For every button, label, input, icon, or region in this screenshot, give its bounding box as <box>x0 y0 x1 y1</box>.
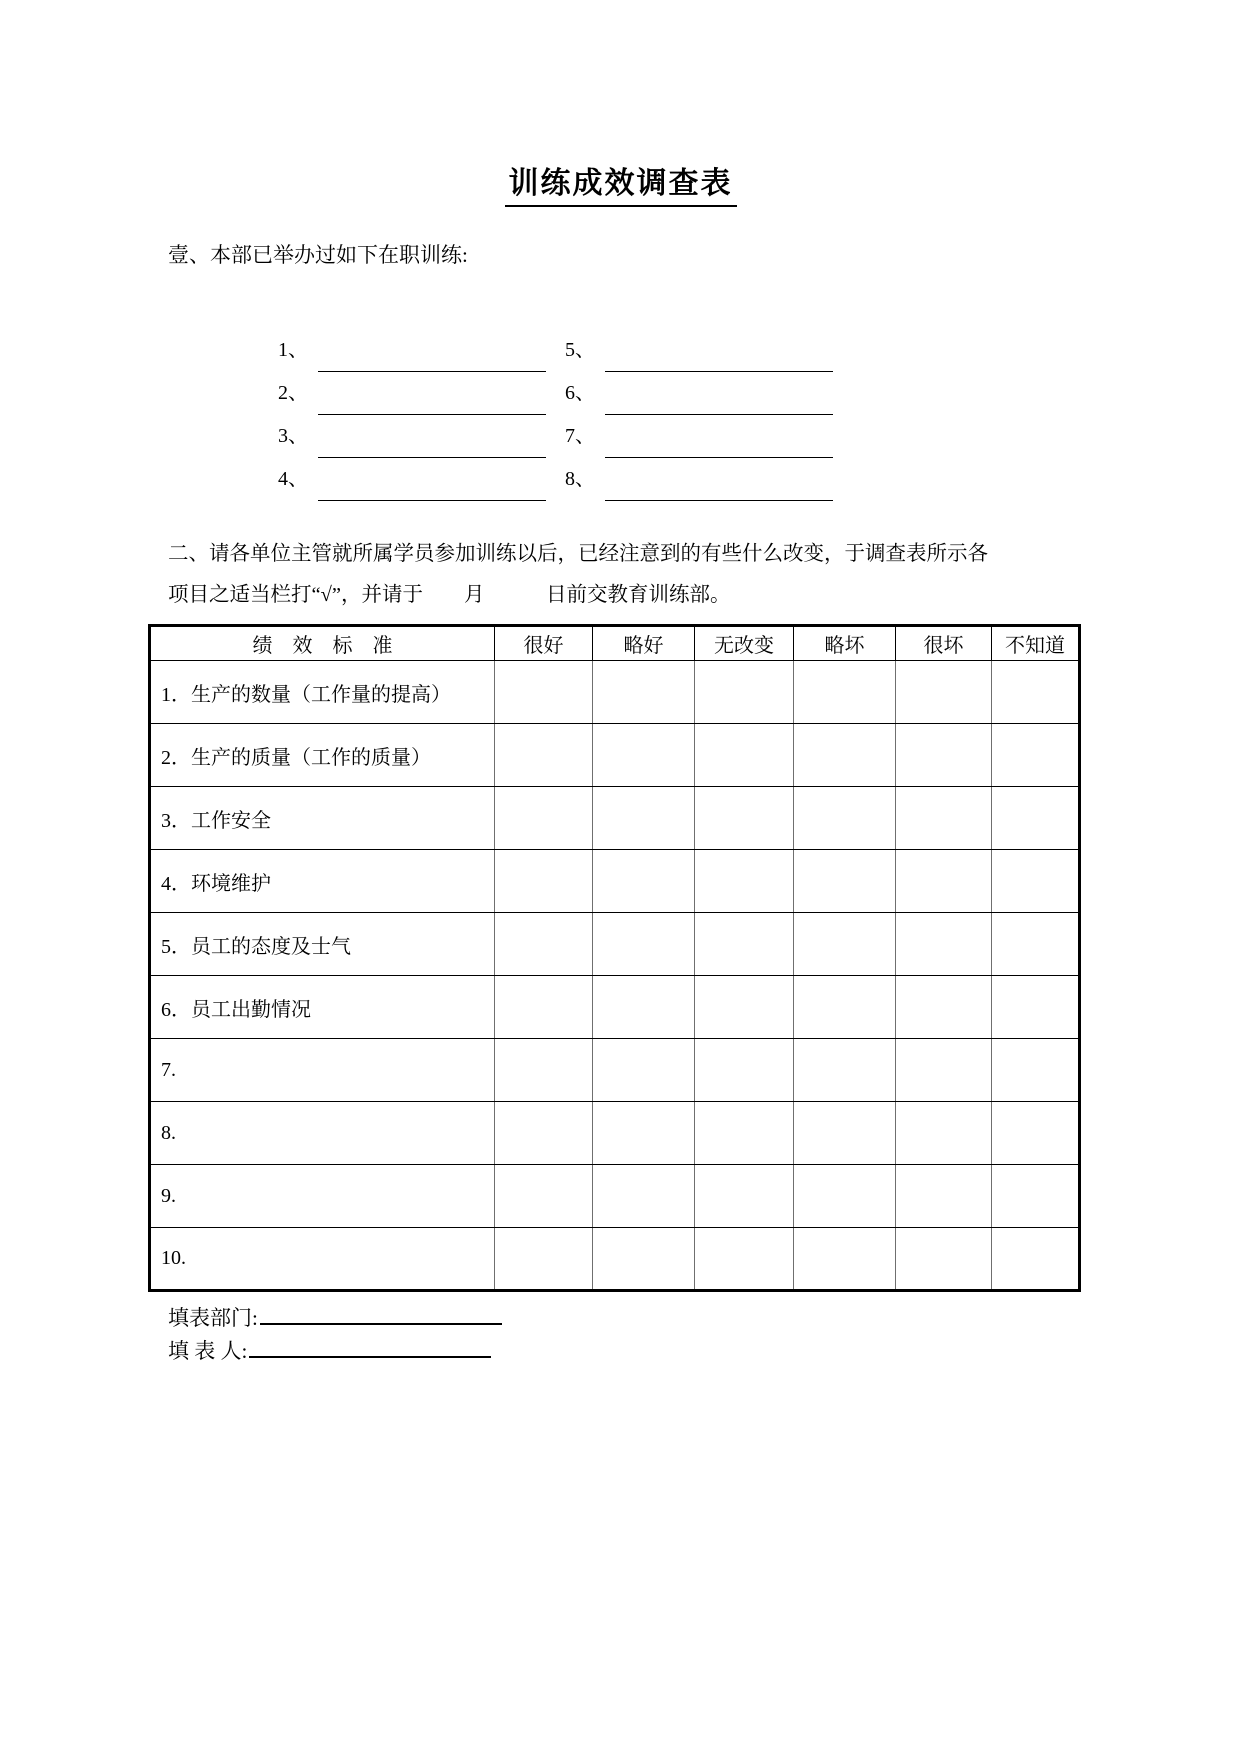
criteria-cell: 2．生产的质量（工作的质量） <box>150 724 495 787</box>
rating-cell[interactable] <box>495 1039 593 1102</box>
training-blanks-list <box>278 335 1078 494</box>
criteria-cell: 1．生产的数量（工作量的提高） <box>150 661 495 724</box>
blank-number: 7、 <box>565 425 595 447</box>
rating-cell[interactable] <box>495 1102 593 1165</box>
table-header-row <box>150 626 1080 661</box>
table-header-rating: 很坏 <box>896 626 992 661</box>
rating-cell[interactable] <box>495 913 593 976</box>
rating-cell[interactable] <box>593 1228 695 1291</box>
rating-cell[interactable] <box>593 787 695 850</box>
table-header-rating: 无改变 <box>695 626 794 661</box>
criteria-cell: 4．环境维护 <box>150 850 495 913</box>
table-row <box>150 1228 1080 1291</box>
training-blank-row <box>278 335 1078 365</box>
criteria-cell: 6．员工出勤情况 <box>150 976 495 1039</box>
fill-in-line[interactable] <box>318 342 546 372</box>
table-row <box>150 850 1080 913</box>
section2-line2: 项目之适当栏打“√”，并请于 月 日前交教育训练部。 <box>168 584 731 606</box>
rating-cell[interactable] <box>794 913 896 976</box>
section2-line1: 二、请各单位主管就所属学员参加训练以后，已经注意到的有些什么改变，于调查表所示各 <box>168 543 988 565</box>
rating-cell[interactable] <box>992 724 1080 787</box>
rating-cell[interactable] <box>794 1102 896 1165</box>
table-row <box>150 724 1080 787</box>
fill-in-line[interactable] <box>605 385 833 415</box>
criteria-cell: 9. <box>150 1165 495 1228</box>
rating-cell[interactable] <box>695 976 794 1039</box>
training-blank-row <box>278 378 1078 408</box>
rating-cell[interactable] <box>992 1228 1080 1291</box>
rating-cell[interactable] <box>896 976 992 1039</box>
training-blank-row <box>278 421 1078 451</box>
rating-cell[interactable] <box>992 1102 1080 1165</box>
section2-paragraph <box>168 534 1078 616</box>
table-row <box>150 976 1080 1039</box>
survey-table <box>148 624 1081 1292</box>
rating-cell[interactable] <box>495 1165 593 1228</box>
table-header-rating: 很好 <box>495 626 593 661</box>
rating-cell[interactable] <box>896 1039 992 1102</box>
table-header-criteria: 绩 效 标 准 <box>150 626 495 661</box>
rating-cell[interactable] <box>896 787 992 850</box>
rating-cell[interactable] <box>695 1228 794 1291</box>
fill-in-line[interactable] <box>318 471 546 501</box>
blank-number: 3、 <box>278 425 308 447</box>
rating-cell[interactable] <box>593 724 695 787</box>
criteria-cell: 3．工作安全 <box>150 787 495 850</box>
rating-cell[interactable] <box>695 787 794 850</box>
blank-number: 5、 <box>565 339 595 361</box>
rating-cell[interactable] <box>794 976 896 1039</box>
rating-cell[interactable] <box>992 1039 1080 1102</box>
blank-number: 8、 <box>565 468 595 490</box>
rating-cell[interactable] <box>495 787 593 850</box>
rating-cell[interactable] <box>593 1039 695 1102</box>
rating-cell[interactable] <box>695 724 794 787</box>
rating-cell[interactable] <box>593 661 695 724</box>
criteria-cell: 7. <box>150 1039 495 1102</box>
rating-cell[interactable] <box>495 976 593 1039</box>
rating-cell[interactable] <box>896 661 992 724</box>
table-row <box>150 1039 1080 1102</box>
table-header-rating: 略好 <box>593 626 695 661</box>
rating-cell[interactable] <box>896 1102 992 1165</box>
dept-fill-in-line[interactable] <box>260 1305 502 1325</box>
rating-cell[interactable] <box>695 1039 794 1102</box>
rating-cell[interactable] <box>794 850 896 913</box>
rating-cell[interactable] <box>992 661 1080 724</box>
rating-cell[interactable] <box>794 1228 896 1291</box>
rating-cell[interactable] <box>695 1165 794 1228</box>
section1-heading: 壹、本部已举办过如下在职训练: <box>168 243 468 267</box>
rating-cell[interactable] <box>593 1102 695 1165</box>
rating-cell[interactable] <box>992 913 1080 976</box>
rating-cell[interactable] <box>992 787 1080 850</box>
fill-in-line[interactable] <box>318 428 546 458</box>
person-fill-in-line[interactable] <box>249 1338 491 1358</box>
rating-cell[interactable] <box>695 1102 794 1165</box>
rating-cell[interactable] <box>593 1165 695 1228</box>
rating-cell[interactable] <box>794 1165 896 1228</box>
criteria-cell: 10. <box>150 1228 495 1291</box>
fill-in-line[interactable] <box>605 342 833 372</box>
rating-cell[interactable] <box>593 976 695 1039</box>
criteria-cell: 5．员工的态度及士气 <box>150 913 495 976</box>
rating-cell[interactable] <box>794 787 896 850</box>
rating-cell[interactable] <box>794 724 896 787</box>
table-row <box>150 787 1080 850</box>
criteria-cell: 8. <box>150 1102 495 1165</box>
fill-in-line[interactable] <box>605 428 833 458</box>
rating-cell[interactable] <box>695 850 794 913</box>
rating-cell[interactable] <box>695 661 794 724</box>
rating-cell[interactable] <box>495 724 593 787</box>
rating-cell[interactable] <box>896 1165 992 1228</box>
rating-cell[interactable] <box>495 661 593 724</box>
table-row <box>150 1165 1080 1228</box>
rating-cell[interactable] <box>992 976 1080 1039</box>
fill-in-line[interactable] <box>605 471 833 501</box>
dept-label: 填表部门: <box>168 1306 258 1330</box>
table-row <box>150 1102 1080 1165</box>
table-header-rating: 略坏 <box>794 626 896 661</box>
table-row <box>150 913 1080 976</box>
blank-number: 6、 <box>565 382 595 404</box>
form-footer <box>168 1302 1078 1368</box>
rating-cell[interactable] <box>495 1228 593 1291</box>
rating-cell[interactable] <box>992 1165 1080 1228</box>
rating-cell[interactable] <box>896 850 992 913</box>
rating-cell[interactable] <box>695 913 794 976</box>
fill-in-line[interactable] <box>318 385 546 415</box>
rating-cell[interactable] <box>896 724 992 787</box>
training-blank-row <box>278 464 1078 494</box>
blank-number: 4、 <box>278 468 308 490</box>
rating-cell[interactable] <box>794 1039 896 1102</box>
blank-number: 1、 <box>278 339 308 361</box>
rating-cell[interactable] <box>794 661 896 724</box>
rating-cell[interactable] <box>992 850 1080 913</box>
person-label: 填 表 人: <box>168 1339 248 1363</box>
blank-number: 2、 <box>278 382 308 404</box>
page-title: 训练成效调查表 <box>505 158 737 207</box>
rating-cell[interactable] <box>495 850 593 913</box>
table-header-rating: 不知道 <box>992 626 1080 661</box>
rating-cell[interactable] <box>896 913 992 976</box>
rating-cell[interactable] <box>593 913 695 976</box>
table-row <box>150 661 1080 724</box>
rating-cell[interactable] <box>896 1228 992 1291</box>
rating-cell[interactable] <box>593 850 695 913</box>
